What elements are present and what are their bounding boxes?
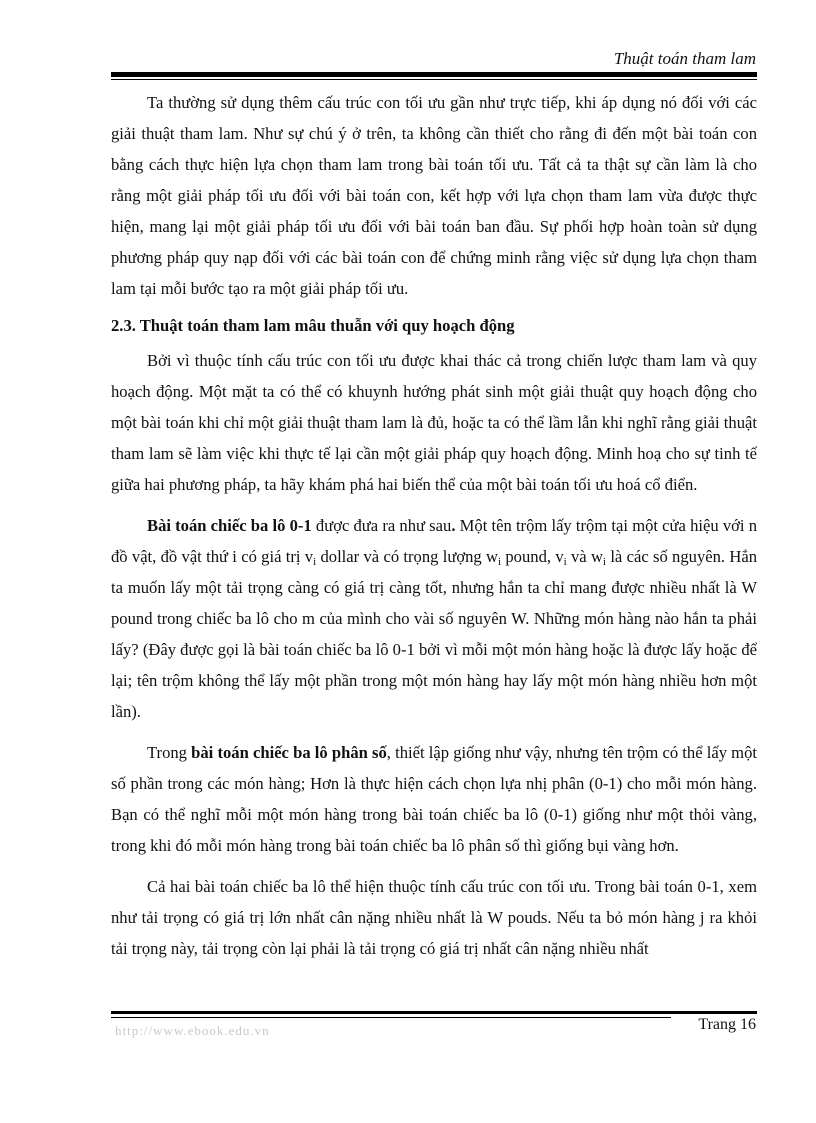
text-run: pound, v [501, 547, 564, 566]
paragraph-spacer [111, 727, 757, 737]
text-run: được đưa ra như sau [311, 516, 452, 535]
text-run: , thiết lập giống như vậy, nhưng tên trộm có thể lấy một số phần trong các món hàng; Hơn là thực hiện cách chọn lựa nhị phân (0-1) cho mỗi món hàng. Bạn có thể nghĩ mỗi một món hàng trong bài toán chiếc ba lô (0-1) giống như một thỏi vàng, trong khi đó mỗi món hàng trong bài toán chiếc ba lô phân số thì giống bụi vàng hơn. [111, 743, 757, 855]
subscript: i [563, 556, 567, 568]
paragraph-fractional-knapsack [111, 737, 757, 861]
text-run: Trong [147, 743, 192, 762]
subscript: i [313, 556, 317, 568]
paragraph-greedy-vs-dp: Bởi vì thuộc tính cấu trúc con tối ưu được khai thác cả trong chiến lược tham lam và quy hoạch động. Một mặt ta có thể có khuynh hướng phát sinh một giải thuật quy hoạch động cho một bài toán khi chỉ một giải thuật tham lam là đủ, hoặc ta có thể lầm lẫn khi nghĩ rằng giải thuật tham lam sẽ làm việc khi thực tế lại cần một giải pháp quy hoạch động. Minh hoạ cho sự tinh tế giữa hai phương pháp, ta hãy khám phá hai biến thể của một bài toán tối ưu hoá cổ điển. [111, 351, 757, 494]
text-run: là các số nguyên. Hắn ta muốn lấy một tải trọng càng có giá trị càng tốt, nhưng hắn ta chỉ mang được nhiều nhất là W pound trong chiếc ba lô cho m của mình cho vài số nguyên W [111, 547, 758, 628]
paragraph-optimal-substructure: Ta thường sử dụng thêm cấu trúc con tối ưu gần như trực tiếp, khi áp dụng nó đối với các giải thuật tham lam. Như sự chú ý ở trên, ta không cần thiết cho rằng đi đến một bài toán con bằng cách thực hiện lựa chọn tham lam trong bài toán tối ưu. Tất cả ta thật sự cần làm là cho rằng một giải pháp tối ưu đối với bài toán con, kết hợp với lựa chọn tham lam vừa được thực hiện, mang lại một giải pháp tối ưu đối với bài toán ban đầu. Sự phối hợp hoàn toàn sử dụng phương pháp quy nạp đối với các bài toán con để chứng minh rằng việc sử dụng lựa chọn tham lam tại mỗi bước tạo ra một giải pháp tối ưu. [111, 93, 757, 298]
paragraph-spacer [111, 861, 757, 871]
subscript: i [602, 556, 607, 568]
paragraph-knapsack-01 [111, 510, 757, 727]
running-header-title: Thuật toán tham lam [613, 49, 756, 68]
header-rule-thin [111, 79, 757, 80]
text-run: dollar và có trọng lượng w [316, 547, 499, 566]
page-number: Trang 16 [698, 1016, 756, 1033]
footer-url-watermark: http://www.ebook.edu.vn [115, 1023, 270, 1038]
paragraph-spacer [111, 500, 757, 510]
bold-period: . [451, 516, 456, 535]
footer-rule-thick [111, 1011, 757, 1014]
section-heading-2-3: 2.3. Thuật toán tham lam mâu thuẫn với quy hoạch động [111, 316, 515, 335]
subscript: i [498, 556, 502, 568]
term-fractional-knapsack: bài toán chiếc ba lô phân số [191, 743, 387, 762]
page-body [111, 87, 757, 964]
header-rule-thick [111, 72, 757, 77]
paragraph-both-knapsack: Cả hai bài toán chiếc ba lô thể hiện thuộc tính cấu trúc con tối ưu. Trong bài toán 0-1, xem như tải trọng có giá trị lớn nhất cân nặng nhiều nhất là W pouds. Nếu ta bỏ món hàng j ra khỏi tải trọng này, tải trọng còn lại phải là tải trọng có giá trị nhất cân nặng nhiều nhất [111, 877, 757, 958]
footer-rule-thin [111, 1017, 671, 1018]
text-run: . Những món hàng nào hắn ta phải lấy? (Đây được gọi là bài toán chiếc ba lô 0-1 bởi vì mỗi một món hàng hoặc là được lấy hoặc để lại; tên trộm không thể lấy một phần trong một món hàng hay lấy một món hàng nhiều hơn một lần). [111, 609, 757, 721]
term-knapsack-01: Bài toán chiếc ba lô 0-1 [147, 516, 312, 535]
text-run: Một tên trộm lấy trộm tại một cửa hiệu với n đồ vật, đồ vật thứ i có giá trị v [111, 516, 757, 566]
text-run: và w [566, 547, 603, 566]
